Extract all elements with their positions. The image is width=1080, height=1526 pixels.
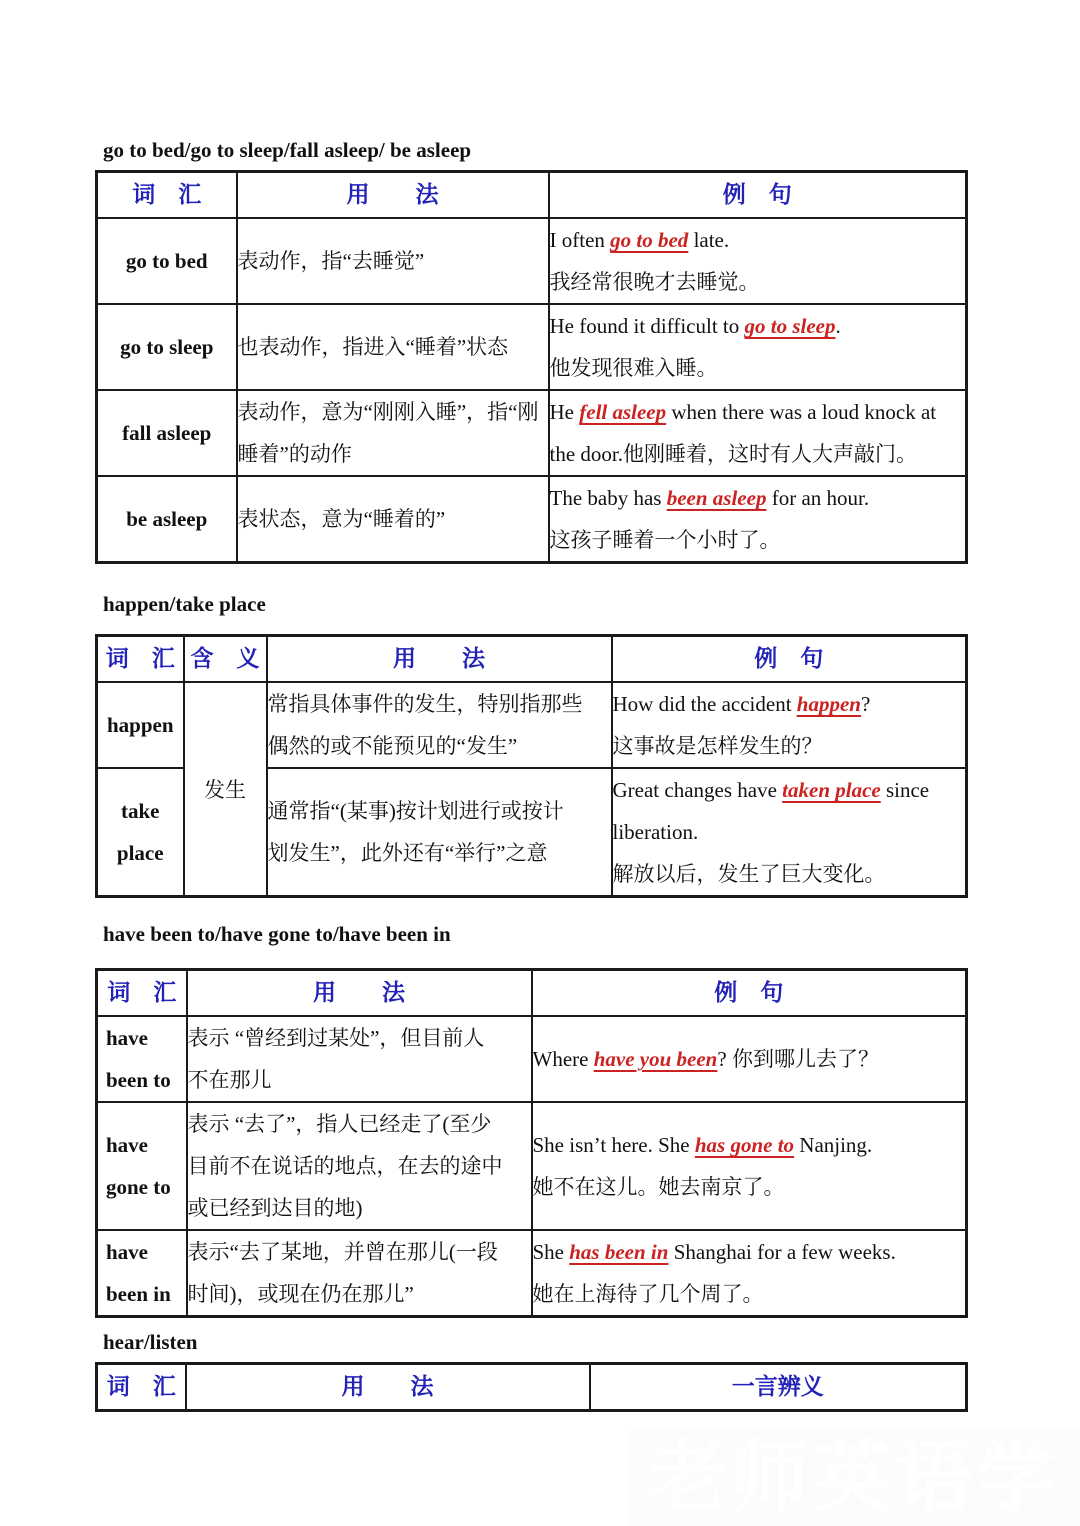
- emphasis-phrase: go to sleep: [744, 314, 836, 338]
- header-row: [97, 1364, 967, 1411]
- text-line: [550, 347, 966, 389]
- text-line: 表示 “去了”，指人已经走了(至少: [187, 1112, 492, 1136]
- text-line: take: [121, 799, 160, 823]
- text-line: [613, 811, 966, 853]
- column-header: 用 法: [186, 1364, 590, 1411]
- section-title: happen/take place: [103, 592, 266, 616]
- table-body: [97, 218, 967, 563]
- text-segment: 他发现很难入睡。: [549, 356, 718, 380]
- column-header: 例 句: [612, 636, 967, 683]
- text-line: [550, 305, 966, 347]
- table-head: [97, 970, 967, 1017]
- text-line: [613, 725, 966, 767]
- text-segment: 我经常很晚才去睡觉。: [549, 270, 760, 294]
- meaning-cell: 发生: [184, 682, 267, 897]
- table-row: [97, 1016, 967, 1102]
- text-line: [613, 853, 966, 895]
- text-line: 睡着”的动作: [237, 442, 352, 466]
- section: [95, 138, 968, 564]
- text-line: [550, 433, 966, 475]
- emphasis-phrase: fell asleep: [579, 400, 667, 424]
- text-line: 偶然的或不能预见的“发生”: [267, 734, 518, 758]
- text-segment: late.: [688, 228, 730, 252]
- text-segment: the door.他刚睡着，这时有人大声敲门。: [549, 442, 917, 466]
- usage-cell: [237, 390, 549, 476]
- text-line: have: [106, 1026, 148, 1050]
- text-line: 目前不在说话的地点，在去的途中: [187, 1154, 503, 1178]
- text-line: place: [116, 841, 164, 865]
- word-cell: [97, 390, 237, 476]
- usage-cell: [267, 682, 612, 768]
- text-line: [613, 683, 966, 725]
- example-cell: [612, 682, 967, 768]
- text-line: 不在那儿: [187, 1068, 272, 1092]
- table-body: [97, 682, 967, 897]
- section-title: have been to/have gone to/have been in: [103, 922, 451, 946]
- text-line: [550, 261, 966, 303]
- example-cell: [532, 1016, 967, 1102]
- text-line: have: [106, 1240, 148, 1264]
- word-cell: [97, 768, 184, 897]
- text-segment: The baby has: [549, 486, 667, 510]
- text-line: happen: [106, 713, 174, 737]
- text-line: 常指具体事件的发生，特别指那些: [267, 692, 583, 716]
- vocab-table: [95, 1362, 968, 1412]
- text-line: [550, 519, 966, 561]
- emphasis-phrase: have you been: [593, 1047, 718, 1071]
- text-line: 表动作，指“去睡觉”: [237, 249, 425, 273]
- text-line: 划发生”，此外还有“举行”之意: [267, 841, 548, 865]
- table-head: [97, 636, 967, 683]
- text-segment: Great changes have: [612, 778, 783, 802]
- column-header: 一言辨义: [590, 1364, 967, 1411]
- column-header: 例 句: [549, 172, 967, 219]
- text-line: 表状态，意为“睡着的”: [237, 507, 446, 531]
- text-segment: .: [835, 314, 841, 338]
- word-cell: [97, 218, 237, 304]
- example-cell: [549, 304, 967, 390]
- header-row: [97, 636, 967, 683]
- example-cell: [532, 1230, 967, 1317]
- text-line: 也表动作，指进入“睡着”状态: [237, 335, 509, 359]
- vocab-table: [95, 634, 968, 898]
- usage-cell: [237, 218, 549, 304]
- text-segment: ?: [860, 692, 871, 716]
- header-row: [97, 172, 967, 219]
- header-row: [97, 970, 967, 1017]
- text-line: 通常指“(某事)按计划进行或按计: [267, 799, 564, 823]
- section: [95, 1330, 968, 1412]
- text-line: [533, 1038, 966, 1080]
- text-segment: liberation.: [612, 820, 699, 844]
- column-header: 词 汇: [97, 636, 184, 683]
- table-head: [97, 1364, 967, 1411]
- usage-cell: [267, 768, 612, 897]
- column-header: 用 法: [237, 172, 549, 219]
- text-segment: 解放以后，发生了巨大变化。: [612, 862, 886, 886]
- word-cell: [97, 1230, 187, 1317]
- text-line: [533, 1231, 966, 1273]
- text-segment: 她不在这儿。她去南京了。: [532, 1175, 785, 1199]
- text-segment: 她在上海待了几个周了。: [532, 1282, 764, 1306]
- example-cell: [549, 390, 967, 476]
- table-body: [97, 1016, 967, 1317]
- text-line: [550, 391, 966, 433]
- usage-cell: [187, 1016, 532, 1102]
- text-line: been to: [106, 1068, 171, 1092]
- emphasis-phrase: has been in: [569, 1240, 669, 1264]
- text-line: [533, 1124, 966, 1166]
- example-cell: [549, 476, 967, 563]
- text-line: 表示“去了某地，并曾在那儿(一段: [187, 1240, 498, 1264]
- usage-cell: [237, 304, 549, 390]
- text-line: [533, 1273, 966, 1315]
- table-row: [97, 1102, 967, 1230]
- column-header: 词 汇: [97, 970, 187, 1017]
- table-row: [97, 1230, 967, 1317]
- text-line: go to sleep: [120, 335, 214, 359]
- text-segment: She isn’t here. She: [532, 1133, 695, 1157]
- text-line: 时间)，或现在仍在那儿”: [187, 1282, 414, 1306]
- table-head: [97, 172, 967, 219]
- word-cell: [97, 1016, 187, 1102]
- text-segment: for an hour.: [766, 486, 870, 510]
- section-title: hear/listen: [103, 1330, 198, 1354]
- text-segment: I often: [549, 228, 611, 252]
- table-row: [97, 218, 967, 304]
- text-segment: when there was a loud knock at: [666, 400, 937, 424]
- text-line: 表动作，意为“刚刚入睡”，指“刚: [237, 400, 539, 424]
- column-header: 词 汇: [97, 172, 237, 219]
- table-row: [97, 304, 967, 390]
- word-cell: [97, 682, 184, 768]
- text-line: go to bed: [125, 249, 208, 273]
- column-header: 例 句: [532, 970, 967, 1017]
- text-line: [550, 219, 966, 261]
- example-cell: [532, 1102, 967, 1230]
- example-cell: [549, 218, 967, 304]
- section: [95, 592, 968, 898]
- text-line: 表示 “曾经到过某处”，但目前人: [187, 1026, 485, 1050]
- vocab-table: [95, 968, 968, 1318]
- emphasis-phrase: go to bed: [610, 228, 689, 252]
- vocab-table: [95, 170, 968, 564]
- usage-cell: [187, 1230, 532, 1317]
- text-segment: She: [532, 1240, 570, 1264]
- table-row: [97, 390, 967, 476]
- section: [95, 922, 968, 1318]
- emphasis-phrase: been asleep: [666, 486, 767, 510]
- text-segment: ? 你到哪儿去了？: [717, 1047, 879, 1071]
- text-line: gone to: [106, 1175, 171, 1199]
- watermark: 老师英语学: [628, 1428, 1080, 1526]
- text-segment: 这事故是怎样发生的？: [612, 734, 823, 758]
- text-segment: How did the accident: [612, 692, 797, 716]
- text-line: [550, 477, 966, 519]
- table-row: [97, 476, 967, 563]
- document-content: [95, 0, 968, 1412]
- text-line: [533, 1166, 966, 1208]
- word-cell: [97, 304, 237, 390]
- table-row: [97, 682, 967, 768]
- emphasis-phrase: has gone to: [694, 1133, 795, 1157]
- text-segment: since: [880, 778, 930, 802]
- text-segment: Shanghai for a few weeks.: [668, 1240, 896, 1264]
- word-cell: [97, 1102, 187, 1230]
- text-segment: Nanjing.: [794, 1133, 873, 1157]
- text-line: have: [106, 1133, 148, 1157]
- emphasis-phrase: happen: [796, 692, 861, 716]
- usage-cell: [237, 476, 549, 563]
- emphasis-phrase: taken place: [782, 778, 881, 802]
- column-header: 用 法: [267, 636, 612, 683]
- section-title: go to bed/go to sleep/fall asleep/ be asleep: [103, 138, 472, 162]
- column-header: 含 义: [184, 636, 267, 683]
- text-segment: 这孩子睡着一个小时了。: [549, 528, 781, 552]
- column-header: 用 法: [187, 970, 532, 1017]
- usage-cell: [187, 1102, 532, 1230]
- word-cell: [97, 476, 237, 563]
- text-segment: He found it difficult to: [549, 314, 745, 338]
- text-segment: Where: [532, 1047, 594, 1071]
- text-line: [613, 769, 966, 811]
- text-line: be asleep: [126, 507, 208, 531]
- column-header: 词 汇: [97, 1364, 186, 1411]
- text-line: fall asleep: [122, 421, 212, 445]
- text-line: been in: [106, 1282, 171, 1306]
- text-line: 或已经到达目的地): [187, 1196, 363, 1220]
- example-cell: [612, 768, 967, 897]
- text-segment: He: [549, 400, 580, 424]
